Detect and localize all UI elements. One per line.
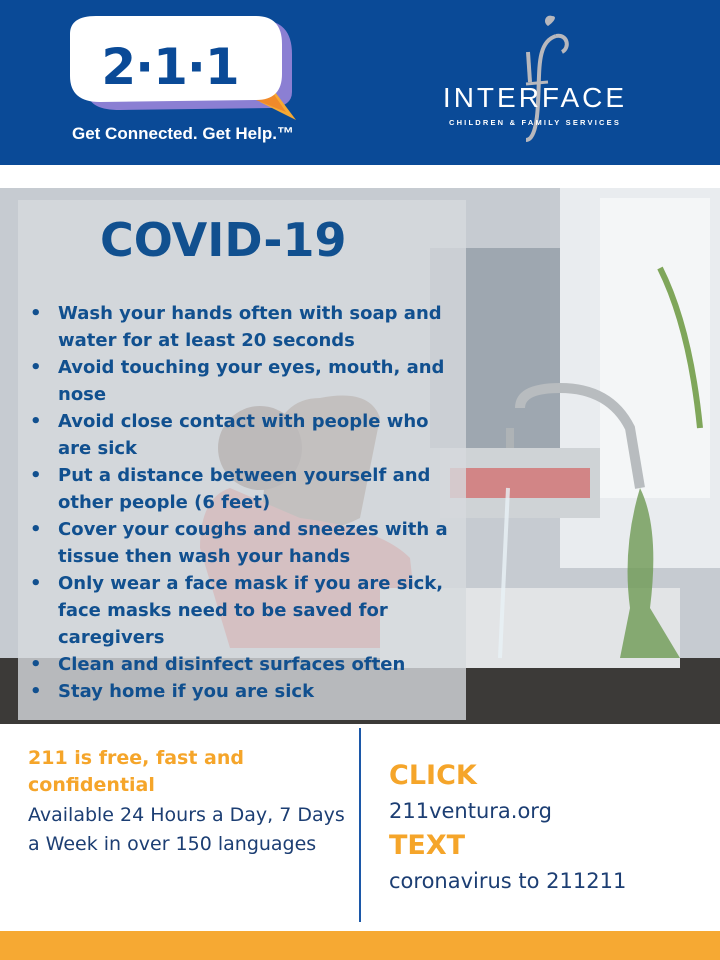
partner-subtitle: CHILDREN & FAMILY SERVICES	[448, 118, 622, 127]
list-item: • Clean and disinfect surfaces often	[30, 651, 455, 678]
page-title: COVID-19	[100, 213, 347, 267]
bullet-icon: •	[30, 654, 42, 675]
bullet-icon: •	[30, 357, 42, 378]
interface-logo	[430, 12, 640, 147]
text-instruction: coronavirus to 211211	[389, 869, 627, 893]
footer-bar	[0, 931, 720, 960]
logo-number: 2·1·1	[101, 38, 239, 96]
list-item: • Only wear a face mask if you are sick, face masks need to be saved for caregivers	[30, 570, 455, 651]
vertical-divider	[359, 728, 361, 922]
list-item: • Avoid touching your eyes, mouth, and nose	[30, 354, 455, 408]
free-fast-confidential: 211 is free, fast and confidential	[28, 747, 244, 796]
bullet-icon: •	[30, 681, 42, 702]
list-item: • Cover your coughs and sneezes with a tissue then wash your hands	[30, 516, 455, 570]
list-item: • Put a distance between yourself and other people (6 feet)	[30, 462, 455, 516]
list-item: • Stay home if you are sick	[30, 678, 455, 705]
bullet-icon: •	[30, 411, 42, 432]
tagline: Get Connected. Get Help.™	[72, 124, 294, 143]
contact-info	[389, 758, 709, 898]
list-item: • Wash your hands often with soap and water for at least 20 seconds	[30, 300, 455, 354]
prevention-list	[30, 300, 455, 705]
click-label: CLICK	[389, 760, 477, 791]
website-link[interactable]: 211ventura.org	[389, 799, 552, 823]
bullet-icon: •	[30, 303, 42, 324]
bullet-icon: •	[30, 519, 42, 540]
availability-text: Available 24 Hours a Day, 7 Days a Week in over 150 languages	[28, 804, 345, 855]
bullet-icon: •	[30, 465, 42, 486]
list-item: • Avoid close contact with people who are sick	[30, 408, 455, 462]
partner-name: INTERFACE	[442, 82, 628, 113]
text-label: TEXT	[389, 830, 466, 861]
service-info	[28, 745, 348, 859]
header-banner	[0, 0, 720, 165]
bullet-icon: •	[30, 573, 42, 594]
